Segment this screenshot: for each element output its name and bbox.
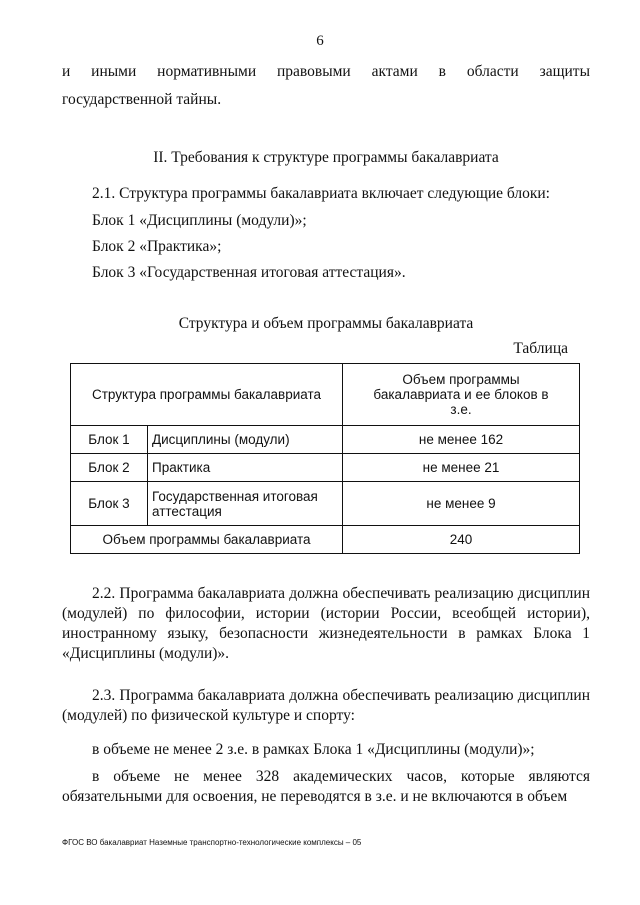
table-total-row [71,526,580,554]
block-3-item: Блок 3 «Государственная итоговая аттестация». [92,264,406,281]
row-name-cell: Практика [148,454,343,482]
block-2-item: Блок 2 «Практика»; [92,238,222,255]
paragraph-2-3-a: в объеме не менее 2 з.е. в рамках Блока 1 «Дисциплины (модули)»; [92,741,535,758]
structure-table [70,363,580,554]
footer-text: ФГОС ВО бакалавриат Наземные транспортно-технологические комплексы – 05 [62,838,362,847]
section-heading: II. Требования к структуре программы бакалавриата [153,149,499,166]
header-volume-cell: Объем программы бакалавриата и ее блоков в з.е. [343,364,580,426]
row-volume-cell: не менее 21 [343,454,580,482]
page-number: 6 [316,33,324,49]
block-1-item: Блок 1 «Дисциплины (модули)»; [92,212,307,229]
intro-line-1: и иными нормативными правовыми актами в области защиты [62,63,590,80]
row-volume-cell: не менее 162 [343,426,580,454]
total-value-cell: 240 [343,526,580,554]
row-name-cell: Государственная итоговая аттестация [148,482,343,526]
paragraph-2-2: 2.2. Программа бакалавриата должна обеспечивать реализацию дисциплин (модулей) по философии, истории (истории России, всеобщей истории), иностранному языку, безопасности жизнедеятельности в рамках Блока 1 «Дисциплины (модули)». [62,585,590,662]
table-title: Структура и объем программы бакалавриата [178,315,474,332]
row-block-cell: Блок 1 [71,426,148,454]
table-header-row [71,364,580,426]
row-volume-cell: не менее 9 [343,482,580,526]
paragraph-2-3-b: в объеме не менее 328 академических часов, которые являются обязательными для освоения, не переводятся в з.е. и не включаются в объем [62,768,590,805]
table-row [71,426,580,454]
intro-line-2: государственной тайны. [62,91,222,108]
row-block-cell: Блок 3 [71,482,148,526]
table-row [71,454,580,482]
table-row [71,482,580,526]
table-label: Таблица [513,340,568,357]
header-structure-cell: Структура программы бакалавриата [71,364,343,426]
total-label-cell: Объем программы бакалавриата [71,526,343,554]
row-block-cell: Блок 2 [71,454,148,482]
row-name-cell: Дисциплины (модули) [148,426,343,454]
paragraph-2-3: 2.3. Программа бакалавриата должна обеспечивать реализацию дисциплин (модулей) по физической культуре и спорту: [62,687,590,724]
paragraph-2-1: 2.1. Структура программы бакалавриата включает следующие блоки: [92,185,550,202]
